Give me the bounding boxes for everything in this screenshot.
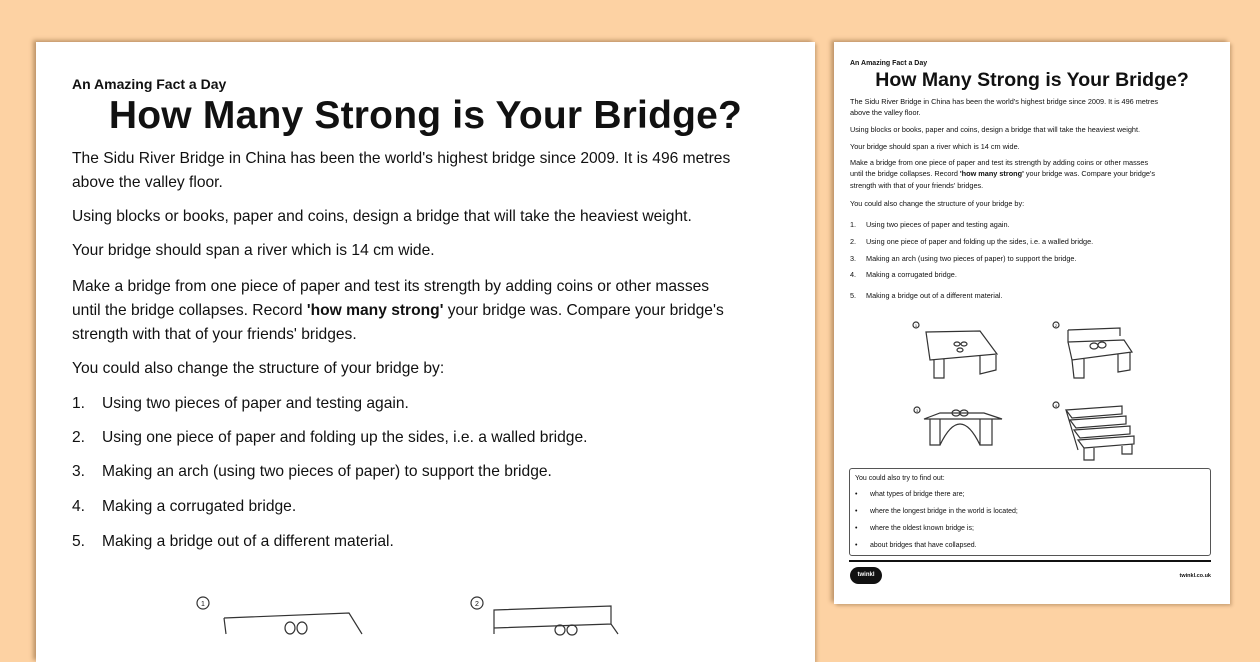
diagram-label: 3 — [915, 408, 919, 413]
list-item: Using two pieces of paper and testing again. — [102, 395, 409, 412]
paragraph-line: The Sidu River Bridge in China has been the world's highest bridge since 2009. It is 496 metres — [72, 150, 731, 167]
list-number: 4. — [850, 270, 857, 279]
list-item: Using one piece of paper and folding up the sides, i.e. a walled bridge. — [102, 429, 588, 446]
list-item: Making an arch (using two pieces of paper) to support the bridge. — [102, 463, 552, 480]
list-number: 4. — [72, 498, 86, 515]
list-number: 1. — [850, 220, 857, 229]
list-number: 3. — [72, 463, 86, 480]
text: until the bridge collapses. Record — [72, 302, 307, 319]
paragraph-line: Make a bridge from one piece of paper and test its strength by adding coins or other masses — [850, 158, 1149, 167]
bridge-diagram-1 — [194, 594, 344, 634]
diagram-label: 1 — [201, 601, 205, 608]
list-item: Making a corrugated bridge. — [866, 270, 957, 279]
list-number: 1. — [72, 395, 86, 412]
bold-text: 'how many strong' — [306, 302, 444, 319]
list-item: Using one piece of paper and folding up the sides, i.e. a walled bridge. — [866, 237, 1094, 246]
paragraph: Using blocks or books, paper and coins, design a bridge that will take the heaviest weight. — [72, 208, 692, 225]
list-item: Making a bridge out of a different material. — [866, 291, 1003, 300]
worksheet-header: An Amazing Fact a Day — [850, 60, 928, 67]
list-number: 3. — [850, 254, 857, 263]
twinkl-logo: twinkl — [850, 567, 882, 584]
worksheet-title: How Many Strong is Your Bridge? — [108, 94, 743, 137]
bullet: • — [855, 542, 858, 549]
paragraph: You could also change the structure of your bridge by: — [850, 199, 1025, 208]
list-item: Making an arch (using two pieces of paper) to support the bridge. — [866, 254, 1077, 263]
find-out-item: what types of bridge there are; — [870, 491, 965, 498]
worksheet-title: How Many Strong is Your Bridge? — [875, 69, 1189, 91]
list-item: Making a corrugated bridge. — [102, 498, 297, 515]
paragraph-line: above the valley floor. — [72, 174, 223, 191]
list-item: Making a bridge out of a different material. — [102, 533, 394, 550]
list-number: 5. — [850, 291, 857, 300]
find-out-intro: You could also try to find out: — [855, 475, 945, 482]
paragraph-line: The Sidu River Bridge in China has been the world's highest bridge since 2009. It is 496 metres — [850, 97, 1159, 106]
paragraph: Your bridge should span a river which is 14 cm wide. — [72, 242, 435, 259]
diagram-label: 4 — [1054, 403, 1058, 408]
paragraph-line: strength with that of your friends' bridges. — [72, 326, 357, 343]
diagram-label: 1 — [914, 323, 918, 328]
bridge-diagram-3 — [912, 407, 1002, 457]
bullet: • — [855, 525, 858, 532]
bullet: • — [855, 491, 858, 498]
paragraph: Your bridge should span a river which is 14 cm wide. — [850, 142, 1020, 151]
paragraph-line: strength with that of your friends' bridges. — [850, 181, 984, 190]
bridge-diagram-2 — [468, 594, 618, 634]
bridge-diagram-4 — [1052, 402, 1142, 462]
worksheet-header: An Amazing Fact a Day — [72, 76, 227, 92]
diagram-label: 2 — [1054, 323, 1058, 328]
paragraph: Using blocks or books, paper and coins, design a bridge that will take the heaviest weight. — [850, 125, 1141, 134]
find-out-item: where the longest bridge in the world is located; — [870, 508, 1018, 515]
bold-text: 'how many strong' — [959, 169, 1024, 178]
list-number: 2. — [850, 237, 857, 246]
text: until the bridge collapses. Record — [850, 169, 960, 178]
find-out-item: where the oldest known bridge is; — [870, 525, 974, 532]
list-number: 2. — [72, 429, 86, 446]
paragraph-line: above the valley floor. — [850, 108, 921, 117]
list-item: Using two pieces of paper and testing again. — [866, 220, 1010, 229]
paragraph-line — [72, 302, 724, 320]
footer-divider — [849, 560, 1211, 562]
diagram-label: 2 — [475, 601, 479, 608]
bridge-diagram-2 — [1052, 322, 1142, 382]
list-number: 5. — [72, 533, 86, 550]
bridge-diagram-1 — [912, 322, 1002, 382]
worksheet-page-thumbnail — [834, 42, 1230, 604]
worksheet-page-large — [36, 42, 815, 662]
bullet: • — [855, 508, 858, 515]
find-out-box — [849, 468, 1211, 556]
text: your bridge was. Compare your bridge's — [1023, 169, 1155, 178]
footer-site: twinkl.co.uk — [1179, 573, 1211, 579]
paragraph-line: Make a bridge from one piece of paper and test its strength by adding coins or other masses — [72, 278, 710, 295]
text: your bridge was. Compare your bridge's — [443, 302, 724, 319]
find-out-item: about bridges that have collapsed. — [870, 542, 977, 549]
paragraph: You could also change the structure of your bridge by: — [72, 360, 445, 377]
paragraph-line — [850, 169, 1155, 178]
